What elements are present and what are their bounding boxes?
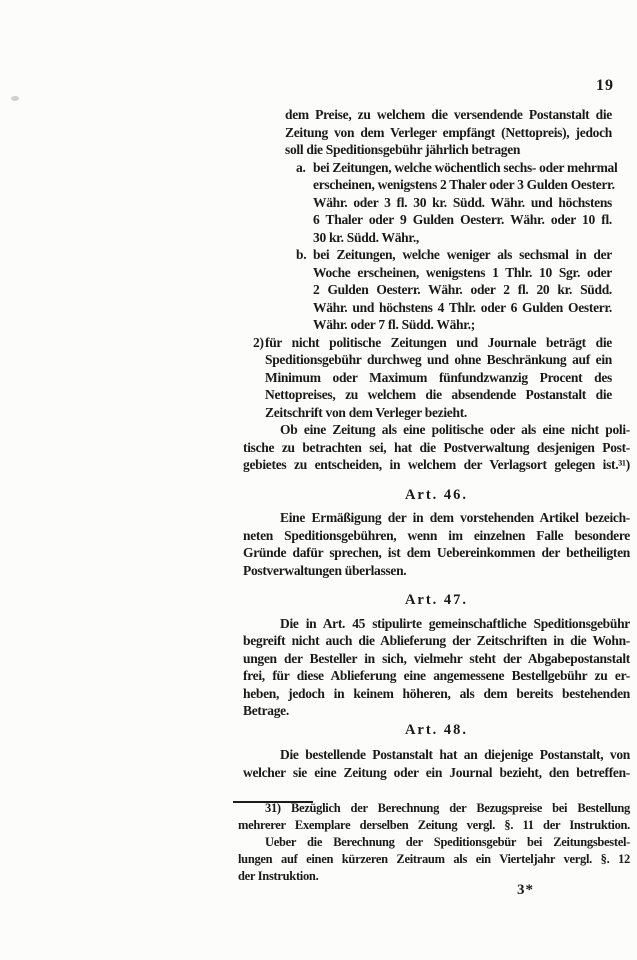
text-line: soll die Speditionsgebühr jährlich betragen — [285, 142, 521, 157]
text-line: für nicht politische Zeitungen und Journale beträgt die — [265, 334, 612, 350]
text-line: dem Preise, zu welchem die versendende Postanstalt die — [285, 107, 612, 122]
text-line: Ueber die Berechnung der Speditionsgebür bei Zeitungsbestel- — [265, 835, 630, 849]
list-marker: 2) — [253, 334, 264, 350]
text-line: bei Zeitungen, welche weniger als sechsmal in der — [313, 247, 612, 262]
text-line: Zeitschrift von dem Verleger bezieht. — [265, 404, 467, 420]
text-line: 2 Gulden Oesterr. Währ. oder 2 fl. 20 kr. Südd. — [313, 282, 612, 297]
scan-speck — [11, 96, 19, 101]
text-line: Ob eine Zeitung als eine politische oder als eine nicht poli- — [280, 422, 630, 437]
text-line: mehrerer Exemplare derselben Zeitung vergl. §. 11 der Instruktion. — [238, 818, 630, 832]
text-line: Postverwaltungen überlassen. — [243, 562, 407, 578]
paragraph — [243, 421, 630, 474]
text-line: begreift nicht auch die Ablieferung der Zeitschriften in die Wohn- — [243, 633, 630, 648]
text-line: welcher sie eine Zeitung oder ein Journal bezieht, den betreffen- — [243, 764, 630, 780]
list-item-2 — [253, 334, 612, 422]
text-line: Eine Ermäßigung der in dem vorstehenden Artikel bezeich- — [280, 510, 630, 525]
text-line: Gründe dafür sprechen, ist dem Uebereinkommen der betheiligten — [243, 545, 630, 560]
text-line: Die in Art. 45 stipulirte gemeinschaftliche Speditionsgebühr — [280, 615, 630, 631]
footnote-31-continued — [238, 834, 630, 885]
list-item-b — [296, 246, 612, 334]
text-line: Währ. oder 7 fl. Südd. Währ.; — [313, 317, 475, 332]
text-line: bei Zeitungen, welche wöchentlich sechs- oder mehrmal — [313, 159, 618, 175]
article-heading: Art. 46. — [404, 486, 469, 503]
text-line: gebietes zu entscheiden, in welchem der Verlagsort gelegen ist.³¹) — [243, 457, 630, 472]
list-marker: a. — [296, 159, 306, 175]
signature-mark: 3* — [517, 882, 534, 898]
text-line: frei, für diese Ablieferung eine angemessene Bestellgebühr zu er- — [243, 668, 630, 683]
text-line: Zeitung von dem Verleger empfängt (Nettopreis), jedoch — [285, 124, 612, 140]
paragraph — [243, 509, 630, 579]
text-line: neten Speditionsgebühren, wenn im einzelnen Falle besondere — [243, 527, 630, 543]
text-line: Währ. oder 3 fl. 30 kr. Südd. Währ. und höchstens — [313, 194, 612, 210]
text-line: Währ. und höchstens 4 Thlr. oder 6 Gulden Oesterr. — [313, 299, 612, 315]
text-line: Die bestellende Postanstalt hat an diejenige Postanstalt, von — [280, 747, 630, 762]
text-line: tische zu betrachten sei, hat die Postverwaltung desjenigen Post- — [243, 439, 630, 455]
text-line: erscheinen, wenigstens 2 Thaler oder 3 Gulden Oesterr. — [313, 177, 615, 192]
text-line: 6 Thaler oder 9 Gulden Oesterr. Währ. oder 10 fl. — [313, 212, 612, 227]
paragraph — [243, 746, 630, 781]
footnote-31 — [238, 800, 630, 834]
text-line: 31) Bezüglich der Berechnung der Bezugspreise bei Bestellung — [265, 801, 630, 815]
text-line: ungen der Besteller in sich, vielmehr steht der Abgabepostanstalt — [243, 650, 630, 666]
list-item-a — [296, 159, 618, 247]
item1-continuation — [285, 106, 612, 159]
text-line: 30 kr. Südd. Währ., — [313, 229, 419, 245]
text-line: heben, jedoch in keinem höheren, als dem bereits bestehenden — [243, 685, 630, 701]
text-line: der Instruktion. — [238, 869, 319, 883]
text-block — [243, 100, 630, 781]
article-heading: Art. 47. — [404, 592, 469, 608]
page-number: 19 — [596, 77, 614, 94]
footnotes — [238, 800, 630, 885]
text-line: Minimum oder Maximum fünfundzwanzig Procent des — [265, 369, 612, 385]
text-line: Nettopreises, zu welchem die absendende Postanstalt die — [265, 387, 612, 402]
text-line: Woche erscheinen, wenigstens 1 Thlr. 10 Sgr. oder — [313, 264, 612, 280]
paragraph — [243, 615, 630, 720]
text-line: Speditionsgebühr durchweg und ohne Beschränkung auf ein — [265, 352, 612, 367]
article-heading: Art. 48. — [404, 721, 469, 738]
text-line: lungen auf einen kürzeren Zeitraum als ein Vierteljahr vergl. §. 12 — [238, 852, 630, 866]
list-marker: b. — [296, 247, 307, 262]
text-line: Betrage. — [243, 703, 289, 718]
